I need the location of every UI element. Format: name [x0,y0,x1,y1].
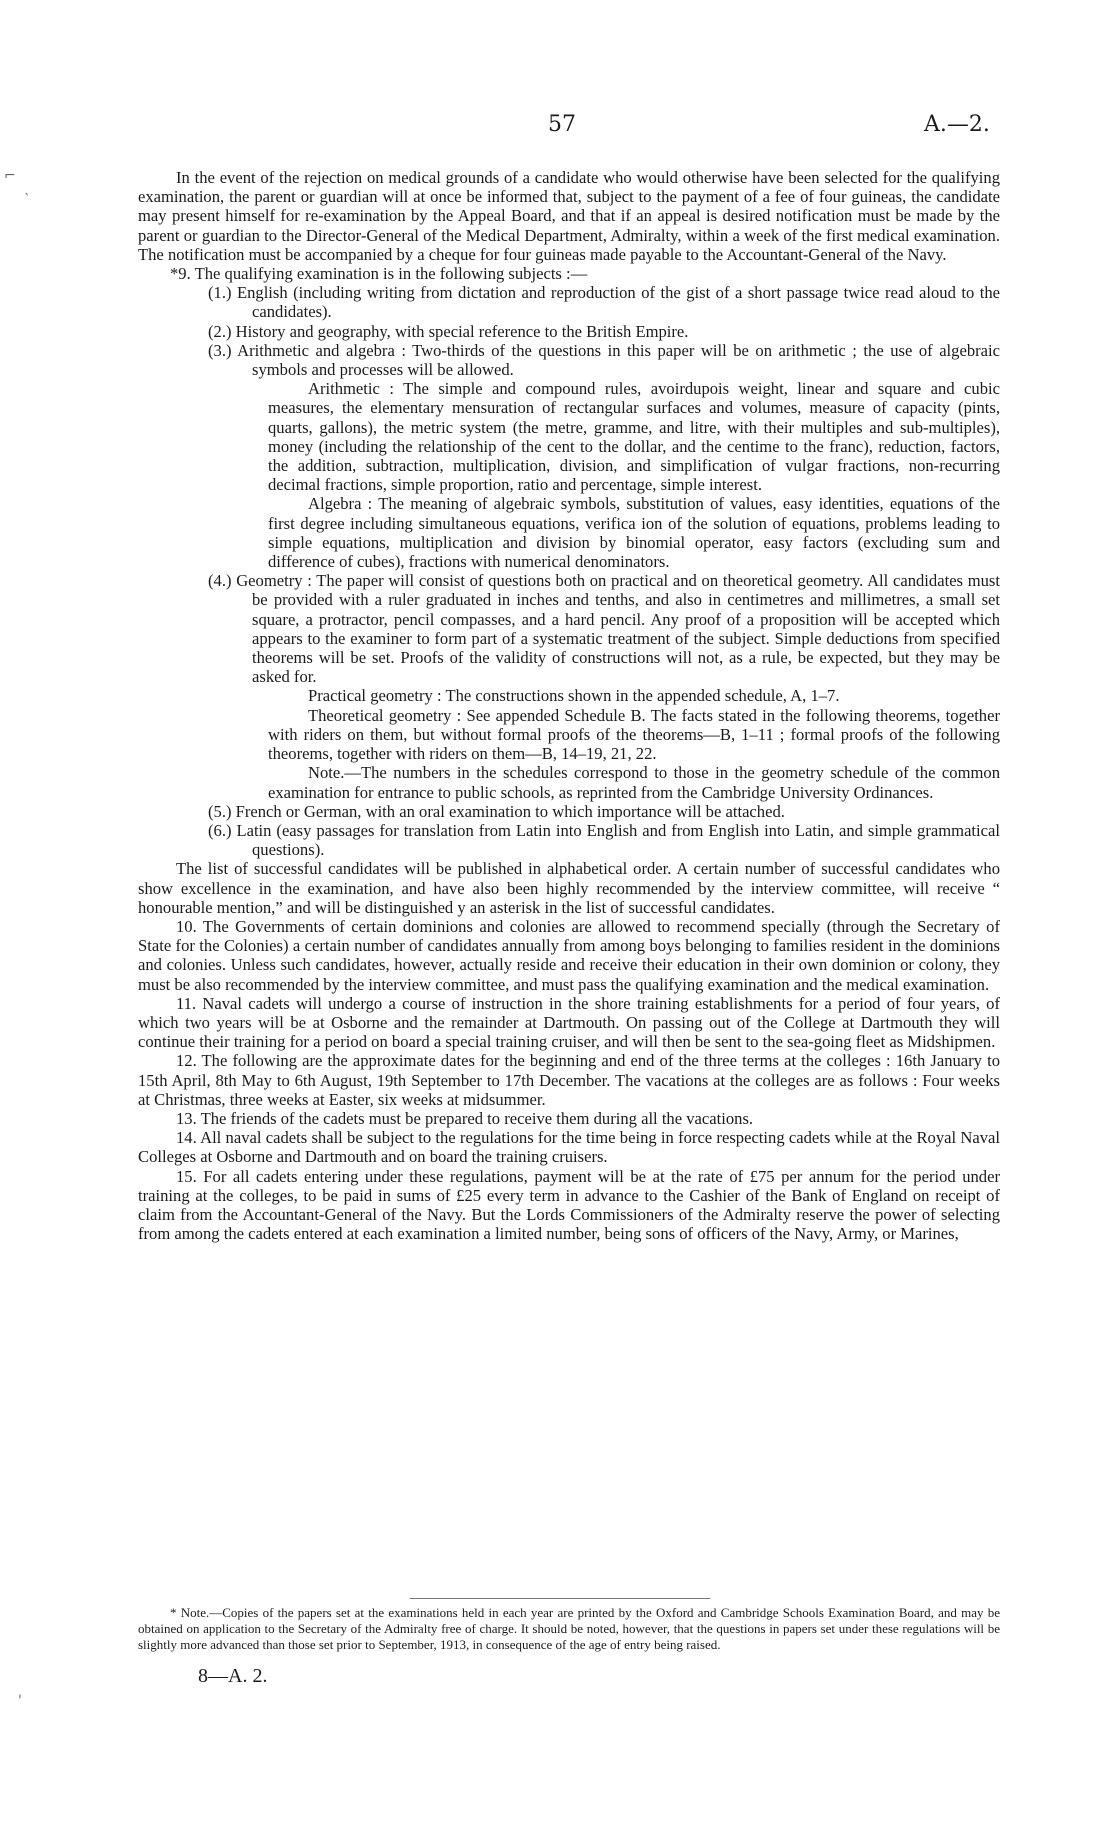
paragraph: *9. The qualifying examination is in the following subjects :— [170,264,588,284]
paragraph: The list of successful candidates will be published in alphabetical order. A certain number of successful candidates who show excellence in the examination, and have also been highly recommended by the interview committee, will receive “ honourable mention,” and will be distinguished y an asterisk in the list of successful candidates. [138,859,1000,917]
margin-mark: ` [24,192,31,208]
margin-mark: ' [18,1693,22,1709]
page-number: 57 [548,112,576,137]
footnote-text: * Note.—Copies of the papers set at the examinations held in each year are printed by the Oxford and Cambridge Schools Examination Board, and may be obtained on application to the Secretary of the Admiralty free of charge. It should be noted, however, that the questions in papers set under these regulations will be slightly more advanced than those set prior to September, 1913, in consequence of the age of entry being raised. [138,1605,1000,1652]
footnote-divider [410,1598,710,1599]
sub-paragraph: Practical geometry : The constructions shown in the appended schedule, A, 1–7. [308,686,840,706]
paragraph: 12. The following are the approximate dates for the beginning and end of the three terms at the colleges : 16th January to 15th April, 8th May to 6th August, 19th September to 17th December. The vacations at the colleges are as follows : Four weeks at Christmas, three weeks at Easter, six weeks at midsummer. [138,1051,1000,1109]
paragraph: 13. The friends of the cadets must be prepared to receive them during all the vacations. [176,1108,754,1128]
paragraph: 15. For all cadets entering under these regulations, payment will be at the rate of £75 per annum for the period under training at the colleges, to be paid in sums of £25 every term in advance to the Cashier of the Bank of England on receipt of claim from the Accountant-General of the Navy. But the Lords Commissioners of the Admiralty reserve the power of selecting from among the cadets entered at each examination a limited number, being sons of officers of the Navy, Army, or Marines, [138,1166,1000,1244]
list-item: (3.) Arithmetic and algebra : Two-thirds of the questions in this paper will be on arithmetic ; the use of algebraic symbols and processes will be allowed. [208,340,1000,380]
paragraph: In the event of the rejection on medical grounds of a candidate who would otherwise have been selected for the qualifying examination, the parent or guardian will at once be informed that, subject to the payment of a fee of four guineas, the candidate may present himself for re-examination by the Appeal Board, and that if an appeal is desired notification must be made by the parent or guardian to the Director-General of the Medical Department, Admiralty, within a week of the first medical examination. The notification must be accompanied by a cheque for four guineas made payable to the Accountant-General of the Navy. [138,168,1000,264]
footnote [138,1605,1000,1653]
page-reference: A.—2. [924,112,990,137]
list-item: (4.) Geometry : The paper will consist of questions both on practical and on theoretical geometry. All candidates must be provided with a ruler graduated in inches and tenths, and also in centimetres and millimetres, a small set square, a protractor, pencil compasses, and a hard pencil. Any proof of a proposition will be accepted which appears to the examiner to form part of a systematic treatment of the subject. Simple deductions from specified theorems will be set. Proofs of the validity of constructions will not, as a rule, be expected, but they may be asked for. [208,571,1000,687]
margin-mark: ⌐ [4,168,16,184]
paragraph: 10. The Governments of certain dominions and colonies are allowed to recommend specially (through the Secretary of State for the Colonies) a certain number of candidates annually from among boys belonging to families resident in the dominions and colonies. Unless such candidates, however, actually reside and receive their education in their own dominion or colony, they must be also recommended by the interview committee, and must pass the qualifying examination and the medical examination. [138,916,1000,994]
sub-paragraph: Arithmetic : The simple and compound rules, avoirdupois weight, linear and square and cubic measures, the elementary mensuration of rectangular surfaces and volumes, measure of capacity (pints, quarts, gallons), the metric system (the metre, gramme, and litre, with their multiples and sub-multiples), money (including the relationship of the cent to the dollar, and the centime to the franc), reduction, factors, the addition, subtraction, multiplication, division, and simplification of vulgar fractions, non-recurring decimal fractions, simple proportion, ratio and percentage, simple interest. [268,379,1000,495]
sub-paragraph: Theoretical geometry : See appended Schedule B. The facts stated in the following theorems, together with riders on them, but without formal proofs of the theorems—B, 1–11 ; formal proofs of the following theorems, together with riders on them—B, 14–19, 21, 22. [268,705,1000,764]
list-item: (5.) French or German, with an oral examination to which importance will be attached. [208,801,785,821]
sub-paragraph: Algebra : The meaning of algebraic symbols, substitution of values, easy identities, equations of the first degree including simultaneous equations, verifica ion of the solution of equations, problems leading to simple equations, multiplication and division by binomial operator, easy factors (excluding sum and difference of cubes), fractions with numerical denominators. [268,494,1000,572]
sub-paragraph: Note.—The numbers in the schedules correspond to those in the geometry schedule of the common examination for entrance to public schools, as reprinted from the Cambridge University Ordinances. [268,763,1000,802]
list-item: (1.) English (including writing from dictation and reproduction of the gist of a short passage twice read aloud to the candidates). [208,283,1000,322]
paragraph: 14. All naval cadets shall be subject to the regulations for the time being in force respecting cadets while at the Royal Naval Colleges at Osborne and Dartmouth and on board the training cruisers. [138,1128,1000,1167]
list-item: (6.) Latin (easy passages for translation from Latin into English and from English into Latin, and simple grammatical questions). [208,820,1000,860]
paragraph: 11. Naval cadets will undergo a course of instruction in the shore training establishments for a period of four years, of which two years will be at Osborne and the remainder at Dartmouth. On passing out of the College at Dartmouth they will continue their training for a period on board a special training cruiser, and will then be sent to the sea-going fleet as Midshipmen. [138,993,1000,1052]
printer-signature: 8—A. 2. [198,1665,268,1687]
list-item: (2.) History and geography, with special reference to the British Empire. [208,321,689,341]
document-body [138,168,1000,1243]
